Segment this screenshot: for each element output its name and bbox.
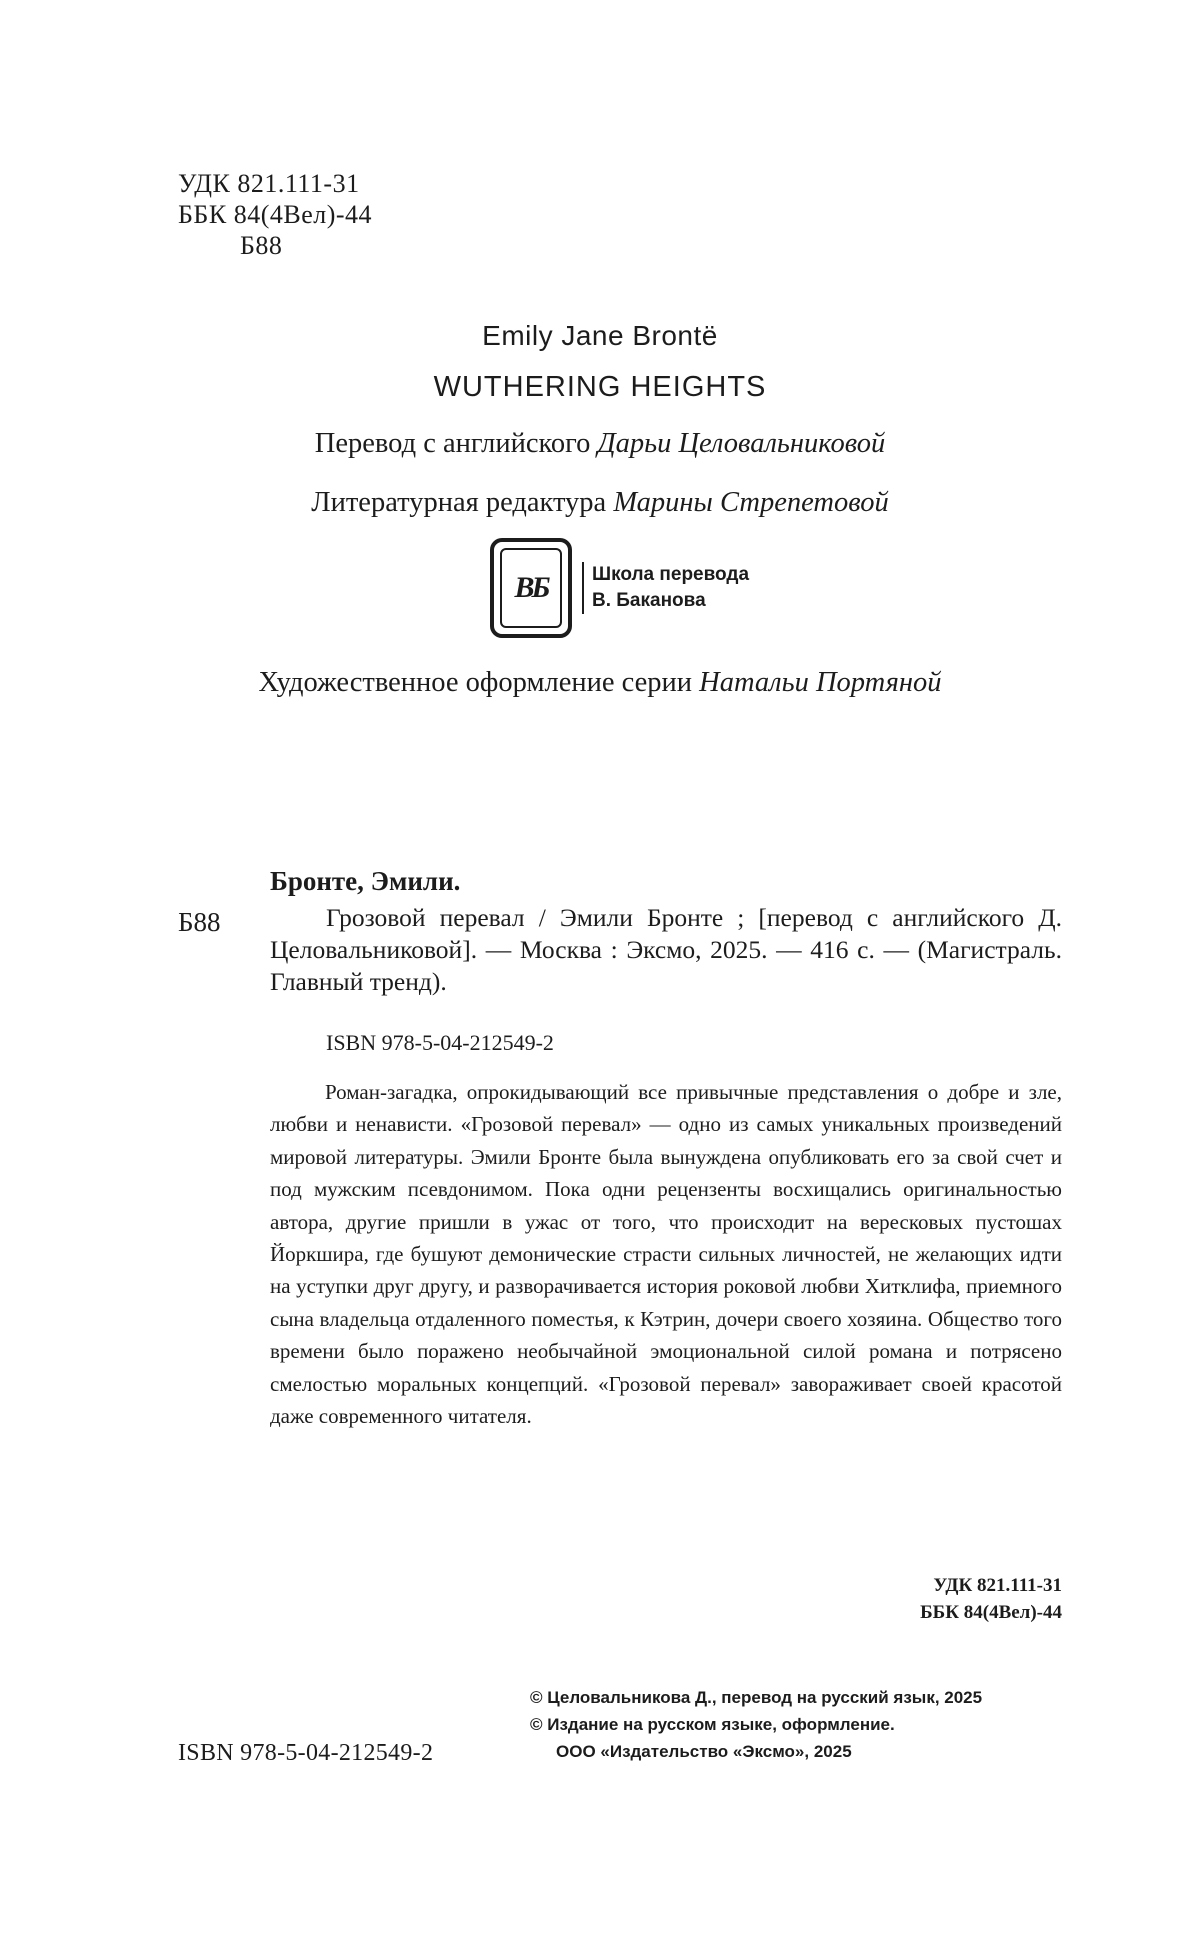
translation-prefix: Перевод с английского	[314, 428, 591, 459]
copyright-publisher: ООО «Издательство «Эксмо», 2025	[556, 1742, 852, 1761]
designer-name: Натальи Портяной	[699, 667, 942, 698]
catalog-isbn: ISBN 978-5-04-212549-2	[326, 1030, 554, 1055]
logo-caption	[582, 562, 749, 614]
logo-line2: В. Баканова	[592, 590, 706, 611]
catalog-annotation: Роман-загадка, опрокидывающий все привычные представления о добре и зле, любви и ненависти. «Грозовой перевал» — одно из самых уникальных произведений мировой литературы. Эмили Бронте была вынуждена опубликовать его за свой счет и под мужским псевдонимом. Пока одни рецензенты восхищались оригинальностью автора, другие пришли в ужас от того, что происходит на вересковых пустошах Йоркшира, где бушуют демонические страсти сильных личностей, не желающих идти на уступки друг другу, и разворачивается история роковой любви Хитклифа, приемного сына владельца отдаленного поместья, к Кэтрин, дочери своего хозяина. Общество того времени было поражено необычайной эмоциональной силой романа и потрясено смелостью моральных концепций. «Грозовой перевал» завораживает своей красотой даже современного читателя.	[270, 1080, 1062, 1429]
original-title: WUTHERING HEIGHTS	[433, 371, 767, 403]
editor-name: Марины Стрепетовой	[613, 487, 889, 518]
catalog-description: Грозовой перевал / Эмили Бронте ; [перевод с английского Д. Целовальниковой]. — Москва : Эксмо, 2025. — 416 с. — (Магистраль. Главный тренд).	[270, 903, 1062, 996]
logo-line1: Школа перевода	[592, 564, 750, 585]
publisher-logo	[490, 538, 749, 638]
designer-credit	[0, 664, 1200, 702]
logo-inner-frame	[500, 548, 562, 628]
designer-prefix: Художественное оформление серии	[258, 667, 693, 698]
bbk-code: ББК 84(4Вел)-44	[178, 200, 373, 229]
catalog-udk: УДК 821.111-31	[933, 1575, 1062, 1596]
author-mark: Б88	[240, 231, 283, 260]
copyright-edition: © Издание на русском языке, оформление.	[530, 1715, 895, 1734]
original-author: Emily Jane Brontë	[482, 320, 718, 351]
catalog-bbk: ББК 84(4Вел)-44	[920, 1602, 1062, 1623]
logo-letters: ВБ	[514, 571, 548, 604]
catalog-heading: Бронте, Эмили.	[270, 866, 461, 896]
copyright-translation: © Целовальникова Д., перевод на русский язык, 2025	[530, 1688, 983, 1707]
logo-emblem	[490, 538, 572, 638]
editor-credit	[0, 484, 1200, 522]
translator-credit	[0, 425, 1200, 463]
editor-prefix: Литературная редактура	[311, 487, 607, 518]
catalog-author-mark: Б88	[178, 907, 221, 937]
translator-name: Дарьи Целовальниковой	[597, 428, 886, 459]
udk-code: УДК 821.111-31	[178, 169, 360, 198]
footer-isbn: ISBN 978-5-04-212549-2	[178, 1740, 434, 1766]
